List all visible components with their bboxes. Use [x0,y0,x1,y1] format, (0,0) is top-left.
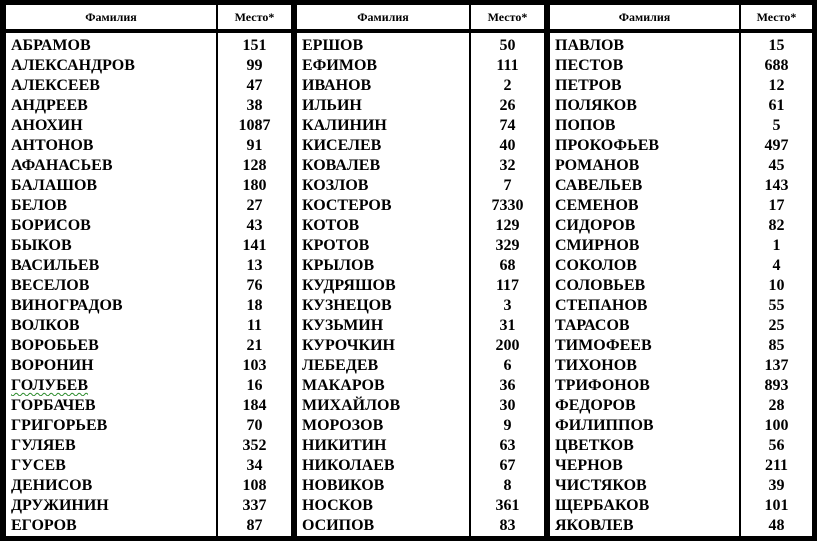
place-cell: 180 [242,177,267,194]
place-cell: 2 [503,77,512,94]
place-column [218,33,291,536]
surname-cell: СОЛОВЬЕВ [555,277,646,294]
place-cell: 36 [499,377,516,394]
place-cell: 108 [242,477,267,494]
place-cell: 12 [768,77,785,94]
surname-cell: НИКИТИН [302,437,387,454]
surname-cell: АБРАМОВ [11,37,91,54]
place-cell: 11 [246,317,263,334]
place-cell: 8 [503,477,512,494]
surname-cell: ЛЕБЕДЕВ [302,357,379,374]
surname-cell: ПОПОВ [555,117,616,134]
surname-cell: АНОХИН [11,117,83,134]
place-cell: 13 [246,257,263,274]
place-cell: 141 [242,237,267,254]
surname-cell: ЯКОВЛЕВ [555,517,634,534]
surname-column [6,33,216,536]
surname-cell: СТЕПАНОВ [555,297,648,314]
surname-cell: ФЕДОРОВ [555,397,636,414]
surname-cell: ВОРОБЬЕВ [11,337,99,354]
place-cell: 100 [764,417,789,434]
surname-cell: СИДОРОВ [555,217,636,234]
place-cell: 151 [242,37,267,54]
surname-cell: ВОЛКОВ [11,317,80,334]
surname-cell: ЕФИМОВ [302,57,378,74]
surname-cell: КУЗЬМИН [302,317,384,334]
place-cell: 117 [495,277,520,294]
table-header [6,5,291,29]
place-cell: 128 [242,157,267,174]
place-cell: 31 [499,317,516,334]
place-cell: 30 [499,397,516,414]
surname-cell: НОСКОВ [302,497,373,514]
place-cell: 4 [772,257,781,274]
place-cell: 38 [246,97,263,114]
place-cell: 184 [242,397,267,414]
surname-cell: БАЛАШОВ [11,177,98,194]
surname-cell: ГУСЕВ [11,457,66,474]
header-place: Место* [741,5,812,29]
place-cell: 50 [499,37,516,54]
table-header [550,5,812,29]
surname-cell: ГРИГОРЬЕВ [11,417,108,434]
surname-cell: БОРИСОВ [11,217,91,234]
surname-cell: КРЫЛОВ [302,257,375,274]
place-cell: 5 [772,117,781,134]
surname-cell: МИХАЙЛОВ [302,397,401,414]
table-panel-1 [6,5,291,536]
place-cell: 497 [764,137,789,154]
surname-cell: ЧИСТЯКОВ [555,477,647,494]
place-cell: 43 [246,217,263,234]
surname-cell: ОСИПОВ [302,517,375,534]
place-cell: 211 [764,457,789,474]
surname-cell: ТИХОНОВ [555,357,637,374]
surname-cell: ПАВЛОВ [555,37,625,54]
place-cell: 26 [499,97,516,114]
surname-cell: ЕРШОВ [302,37,364,54]
surname-cell: ПРОКОФЬЕВ [555,137,660,154]
surname-cell: ТРИФОНОВ [555,377,650,394]
place-cell: 40 [499,137,516,154]
surname-cell: АЛЕКСАНДРОВ [11,57,135,74]
place-cell: 7 [503,177,512,194]
place-cell: 10 [768,277,785,294]
surname-cell: ВАСИЛЬЕВ [11,257,100,274]
place-cell: 101 [764,497,789,514]
place-cell: 74 [499,117,516,134]
surname-cell: МАКАРОВ [302,377,385,394]
surname-cell: ЧЕРНОВ [555,457,623,474]
place-cell: 45 [768,157,785,174]
surname-cell: ВИНОГРАДОВ [11,297,123,314]
header-surname: Фамилия [550,5,739,29]
place-cell: 1 [772,237,781,254]
place-cell: 129 [495,217,520,234]
place-cell: 85 [768,337,785,354]
surname-cell: КОВАЛЕВ [302,157,381,174]
place-cell: 143 [764,177,789,194]
place-cell: 9 [503,417,512,434]
surname-cell: МОРОЗОВ [302,417,384,434]
place-column [471,33,544,536]
header-place: Место* [218,5,291,29]
place-cell: 82 [768,217,785,234]
place-cell: 103 [242,357,267,374]
table-header [297,5,544,29]
surname-cell: ВЕСЕЛОВ [11,277,90,294]
place-cell: 91 [246,137,263,154]
place-cell: 7330 [491,197,524,214]
surname-cell: НИКОЛАЕВ [302,457,395,474]
place-cell: 68 [499,257,516,274]
surname-cell: АФАНАСЬЕВ [11,157,113,174]
surname-cell: КОСТЕРОВ [302,197,392,214]
place-cell: 99 [246,57,263,74]
surname-cell: АНДРЕЕВ [11,97,88,114]
surname-cell: КОТОВ [302,217,360,234]
surname-cell: ЕГОРОВ [11,517,77,534]
surname-cell: ЩЕРБАКОВ [555,497,650,514]
surname-cell: БЫКОВ [11,237,72,254]
place-cell: 48 [768,517,785,534]
place-cell: 6 [503,357,512,374]
place-cell: 39 [768,477,785,494]
surname-cell: ИЛЬИН [302,97,362,114]
place-cell: 32 [499,157,516,174]
surname-cell: НОВИКОВ [302,477,385,494]
place-cell: 200 [495,337,520,354]
surname-cell: ДЕНИСОВ [11,477,93,494]
header-surname: Фамилия [6,5,216,29]
place-cell: 137 [764,357,789,374]
place-cell: 76 [246,277,263,294]
place-cell: 352 [242,437,267,454]
place-cell: 63 [499,437,516,454]
place-cell: 1087 [238,117,271,134]
place-cell: 17 [768,197,785,214]
place-cell: 15 [768,37,785,54]
surname-cell: ГОЛУБЕВ [11,377,89,394]
surname-cell: КОЗЛОВ [302,177,369,194]
place-cell: 111 [496,57,519,74]
surname-cell: САВЕЛЬЕВ [555,177,643,194]
surname-cell: ГОРБАЧЕВ [11,397,96,414]
surname-cell: СЕМЕНОВ [555,197,639,214]
place-cell: 56 [768,437,785,454]
place-cell: 55 [768,297,785,314]
surname-cell: КУДРЯШОВ [302,277,396,294]
place-cell: 70 [246,417,263,434]
surname-cell: СОКОЛОВ [555,257,637,274]
place-cell: 16 [246,377,263,394]
surname-cell: ФИЛИППОВ [555,417,654,434]
place-cell: 18 [246,297,263,314]
surname-cell: ПЕТРОВ [555,77,622,94]
place-cell: 3 [503,297,512,314]
surname-cell: ПОЛЯКОВ [555,97,637,114]
header-place: Место* [471,5,544,29]
surname-cell: ЦВЕТКОВ [555,437,634,454]
place-cell: 329 [495,237,520,254]
place-cell: 688 [764,57,789,74]
surname-cell: КИСЕЛЕВ [302,137,382,154]
surname-column [550,33,739,536]
header-surname: Фамилия [297,5,469,29]
place-cell: 25 [768,317,785,334]
place-cell: 337 [242,497,267,514]
surname-cell: ВОРОНИН [11,357,94,374]
place-cell: 34 [246,457,263,474]
table-panel-2 [297,5,544,536]
surname-cell: ДРУЖИНИН [11,497,109,514]
surname-cell: ГУЛЯЕВ [11,437,76,454]
surname-cell: СМИРНОВ [555,237,640,254]
surname-cell: АНТОНОВ [11,137,94,154]
place-cell: 47 [246,77,263,94]
place-cell: 361 [495,497,520,514]
surname-cell: ПЕСТОВ [555,57,624,74]
surname-cell: КУЗНЕЦОВ [302,297,392,314]
surname-cell: РОМАНОВ [555,157,640,174]
surname-cell: БЕЛОВ [11,197,68,214]
place-cell: 21 [246,337,263,354]
surname-cell: АЛЕКСЕЕВ [11,77,100,94]
table-panel-3 [550,5,812,536]
surname-cell: КАЛИНИН [302,117,387,134]
place-cell: 28 [768,397,785,414]
surname-cell: ТИМОФЕЕВ [555,337,652,354]
place-cell: 87 [246,517,263,534]
place-cell: 83 [499,517,516,534]
place-column [741,33,812,536]
surname-cell: ТАРАСОВ [555,317,630,334]
place-cell: 61 [768,97,785,114]
surname-cell: КУРОЧКИН [302,337,395,354]
place-cell: 67 [499,457,516,474]
place-cell: 893 [764,377,789,394]
surname-cell: ИВАНОВ [302,77,372,94]
place-cell: 27 [246,197,263,214]
surname-cell: КРОТОВ [302,237,370,254]
surname-column [297,33,469,536]
